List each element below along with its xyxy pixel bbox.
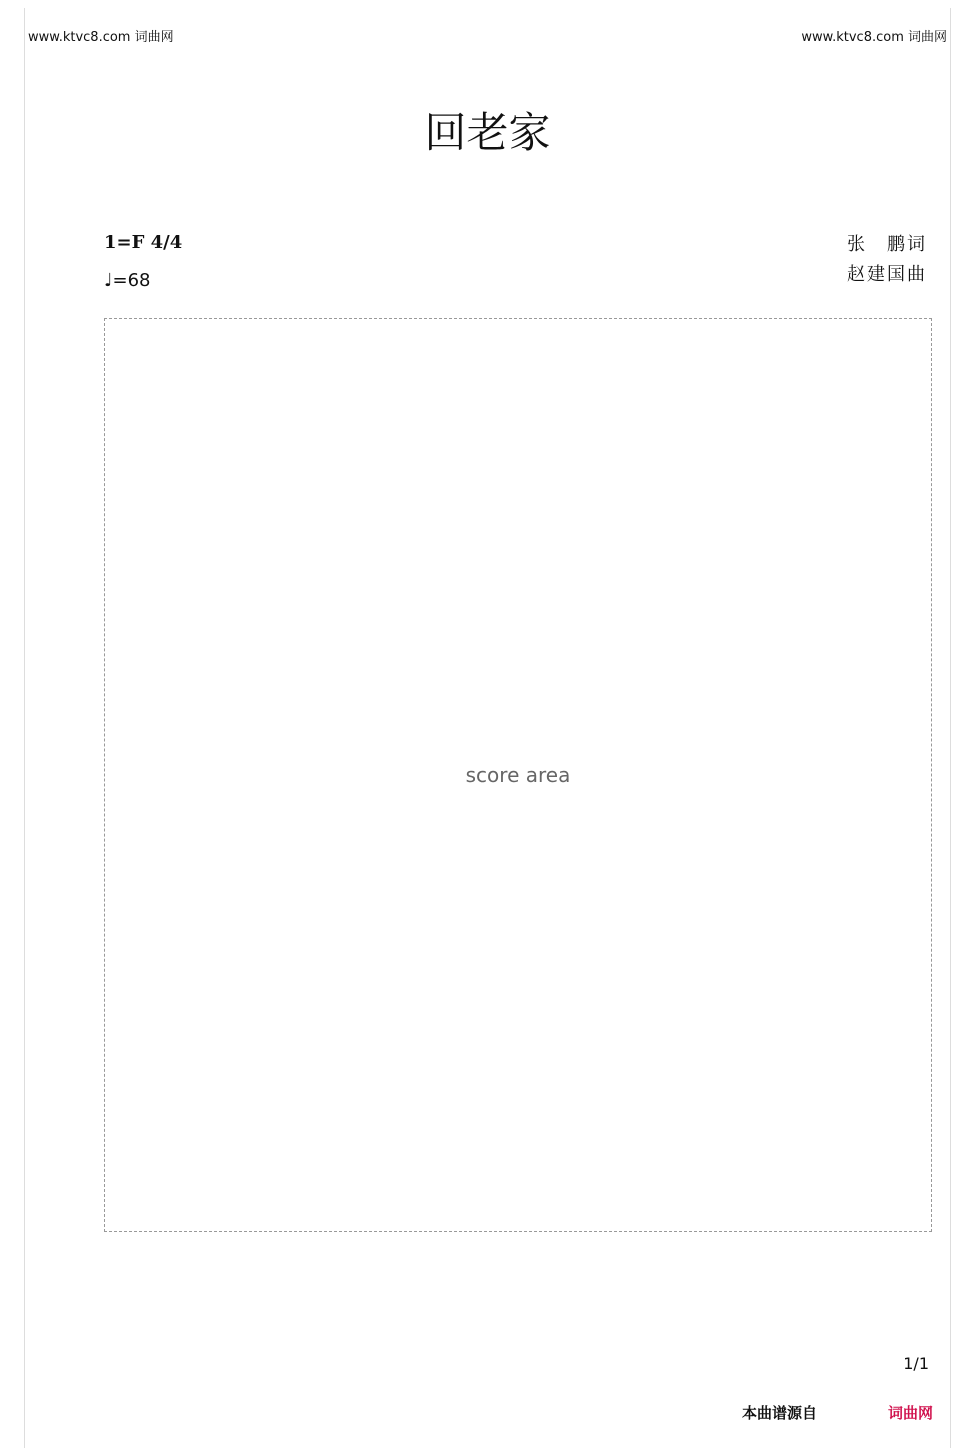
left-watermark-strip [0, 0, 20, 1450]
key-signature: 1=F 4/4 [104, 232, 183, 253]
credits [847, 230, 927, 290]
score-placeholder: score area [104, 318, 932, 1232]
lyricist-credit: 张 鹏词 [847, 234, 927, 255]
song-title: 回老家 [424, 108, 551, 157]
tempo-mark: ♩=68 [104, 270, 151, 291]
right-watermark-strip [955, 0, 975, 1450]
site-watermark-left: www.ktvc8.com 词曲网 [28, 30, 174, 45]
site-watermark-right: www.ktvc8.com 词曲网 [801, 30, 947, 45]
footer-source-link[interactable]: 词曲网 [888, 1404, 934, 1422]
footer-source-label: 本曲谱源自 [742, 1404, 818, 1422]
page-number: 1/1 [903, 1354, 929, 1373]
composer-credit: 赵建国曲 [847, 264, 927, 285]
